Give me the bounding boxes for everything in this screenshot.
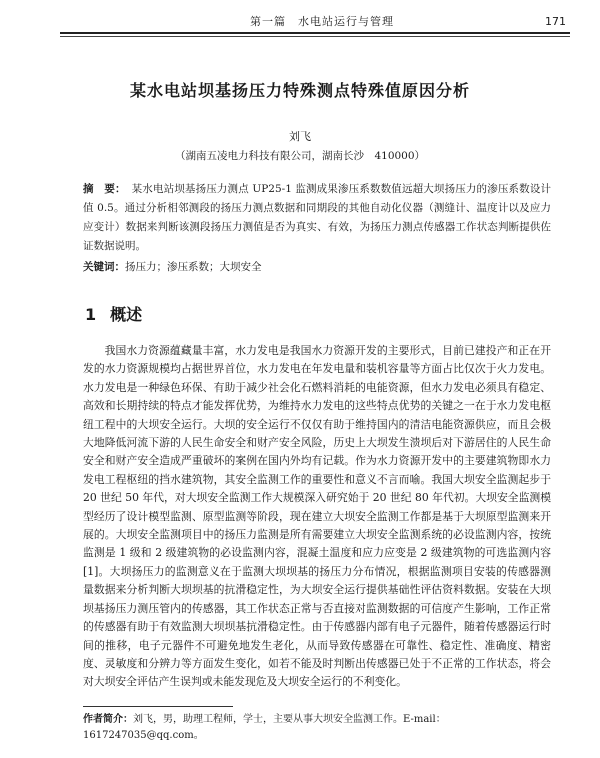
abstract-label: 摘 要： — [83, 183, 126, 195]
author-name: 刘飞 — [289, 130, 311, 143]
chapter-title: 第一篇 水电站运行与管理 — [250, 15, 394, 28]
section-heading — [85, 302, 142, 325]
abstract-text: 某水电站坝基扬压力测点 UP25-1 监测成果渗压系数数值远超大坝扬压力的渗压系数设计值 0.5。通过分析相邻测段的扬压力测点数据和同期段的其他自动化仪器（测缝计、温度计以及应力应变计）数据来判断该测段扬压力测值是否为真实、有效，为扬压力测点传感器工作状态判断提供佐证数据说明。 — [83, 183, 551, 252]
author-affiliation: （湖南五凌电力科技有限公司，湖南长沙 410000） — [174, 150, 426, 162]
paper-title: 某水电站坝基扬压力特殊测点特殊值原因分析 — [129, 81, 470, 100]
body-paragraph: 我国水力资源蕴藏量丰富，水力发电是我国水力资源开发的主要形式，目前已建投产和正在开发的水力资源规模均占据世界首位，水力发电在年发电量和装机容量等方面占比仅次于火力发电。水力发电是一种绿色环保、有助于减少社会化石燃料消耗的电能资源，但水力发电必须具有稳定、高效和长期持续的特点才能发挥优势，为维持水力发电的这些特点优势的关键之一在于水力发电枢纽工程中的大坝安全运行。大坝的安全运行不仅仅有助于维持国内的清洁电能资源供应，而且会极大地降低河流下游的人民生命安全和财产安全风险，历史上大坝发生溃坝后对下游居住的人民生命安全和财产安全造成严重破坏的案例在国内外均有记载。作为水力资源开发中的主要建筑物即水力发电工程枢纽的挡水建筑物，其安全监测工作的重要性和意义不言而喻。我国大坝安全监测起步于 20 世纪 50 年代，对大坝安全监测工作大规模深入研究始于 20 世纪 80 年代初。大坝安全监测模型经历了设计模型监测、原型监测等阶段，现在建立大坝安全监测工作都是基于大坝原型监测来开展的。大坝安全监测项目中的扬压力监测是所有需要建立大坝安全监测系统的必设监测内容，按统监测是 1 级和 2 级建筑物的必设监测内容，混凝土温度和应力应变是 2 级建筑物的可选监测内容[1]。大坝扬压力的监测意义在于监测大坝坝基的扬压力分布情况，根据监测项目安装的传感器测量数据来分析判断大坝坝基的抗滑稳定性，为大坝安全运行提供基础性评估资料数据。安装在大坝坝基扬压力测压管内的传感器，其工作状态正常与否直接对监测数据的可信度产生影响，工作正常的传感器有助于有效监测大坝坝基抗滑稳定性。由于传感器内部有电子元器件，随着传感器运行时间的推移，电子元器件不可避免地发生老化，从而导致传感器在可靠性、稳定性、准确度、精密度、灵敏度和分辨力等方面发生变化，如若不能及时判断出传感器已处于不正常的工作状态，将会对大坝安全评估产生误判或未能发现危及大坝安全运行的不利变化。 — [83, 344, 551, 689]
footnote-text: 刘飞，男，助理工程师，学士，主要从事大坝安全监测工作。E-mail：1617247035@qq.com。 — [83, 714, 446, 741]
section-title: 概述 — [110, 305, 143, 324]
abstract — [83, 180, 551, 256]
footnote-rule — [83, 706, 233, 707]
keywords-text: 扬压力；渗压系数；大坝安全 — [125, 261, 262, 273]
keywords — [83, 258, 551, 276]
page-number: 171 — [545, 15, 566, 28]
header-rule — [60, 36, 570, 37]
section-number: 1 — [85, 305, 97, 324]
running-header — [60, 12, 570, 34]
author-footnote — [83, 712, 563, 744]
keywords-label: 关键词： — [83, 261, 125, 273]
footnote-label: 作者简介： — [83, 714, 133, 725]
